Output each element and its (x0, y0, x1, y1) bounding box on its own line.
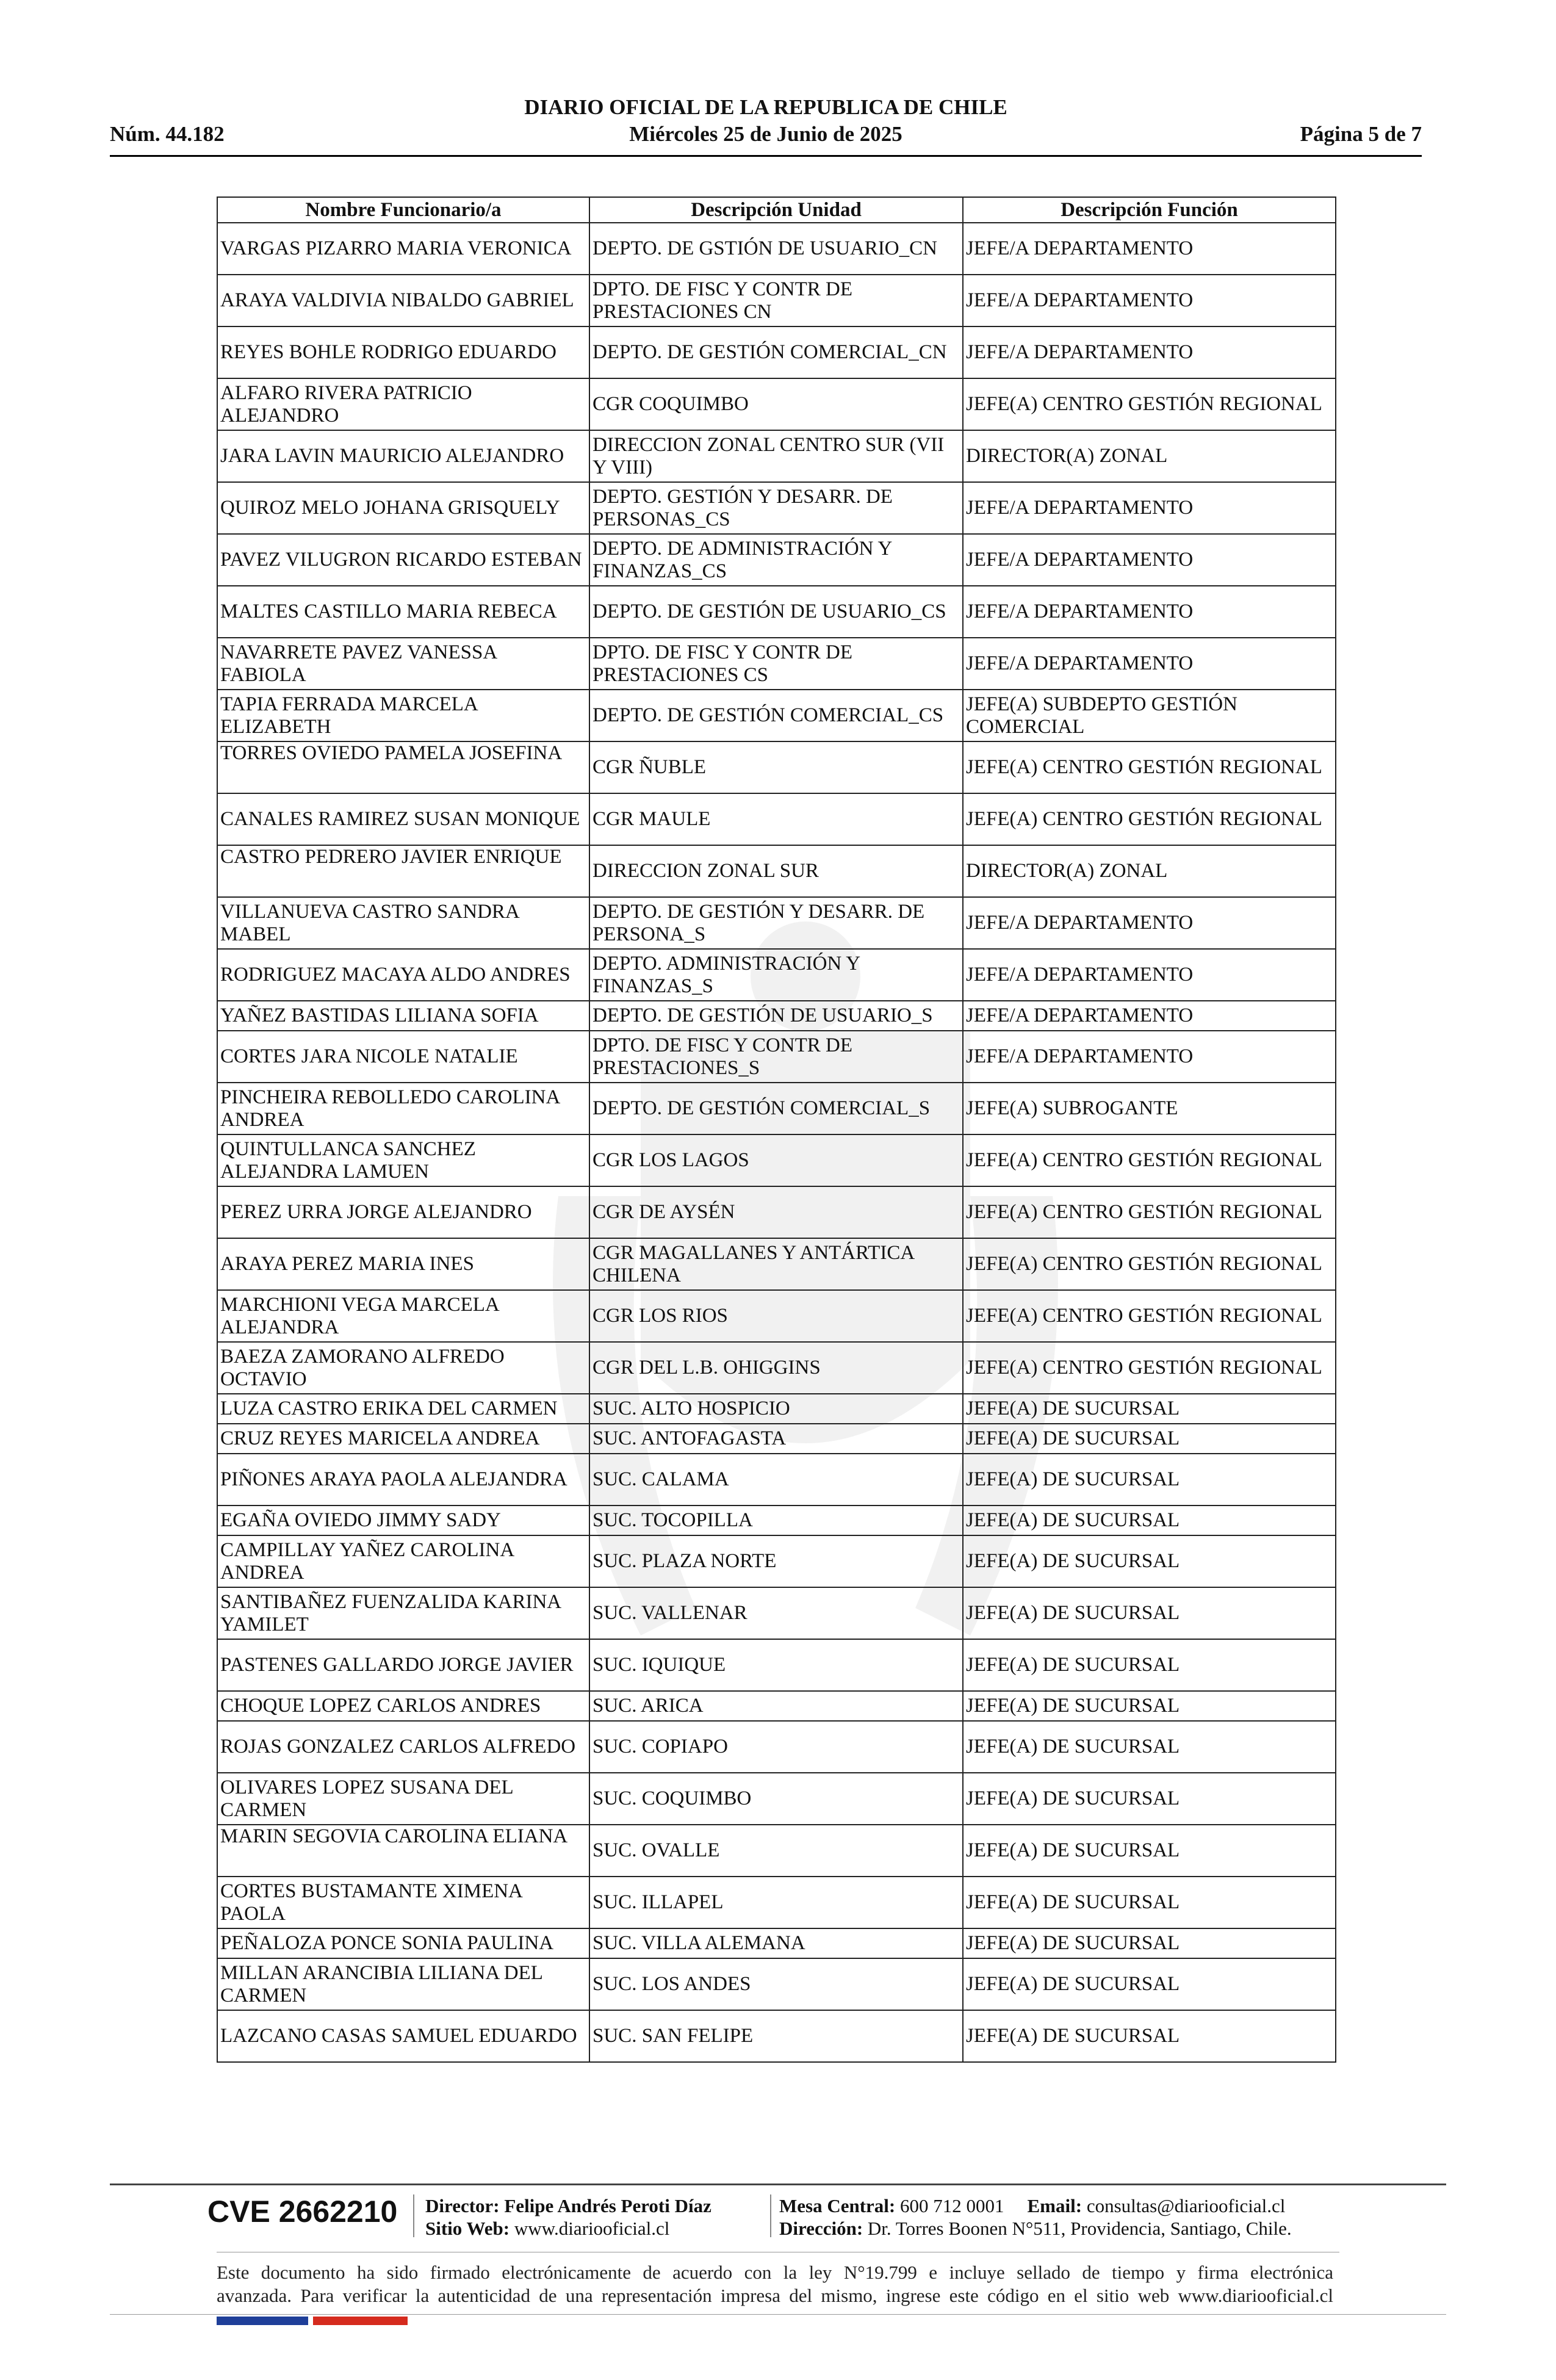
role-description: JEFE/A DEPARTAMENTO (963, 482, 1336, 534)
role-description: JEFE(A) DE SUCURSAL (963, 2010, 1336, 2062)
table-row (217, 1928, 1336, 1958)
official-name: LUZA CASTRO ERIKA DEL CARMEN (217, 1394, 589, 1424)
role-description: JEFE/A DEPARTAMENTO (963, 949, 1336, 1001)
role-description: JEFE/A DEPARTAMENTO (963, 638, 1336, 690)
unit-description: DPTO. DE FISC Y CONTR DE PRESTACIONES_S (589, 1031, 963, 1083)
address-label: Dirección: (779, 2218, 863, 2239)
footer-divider (110, 2183, 1446, 2185)
footer-publisher-info (425, 2194, 711, 2240)
publication-title: DIARIO OFICIAL DE LA REPUBLICA DE CHILE (524, 95, 1007, 119)
official-name: MALTES CASTILLO MARIA REBECA (217, 586, 589, 638)
role-description: JEFE/A DEPARTAMENTO (963, 586, 1336, 638)
unit-description: CGR MAULE (589, 793, 963, 845)
cve-code: CVE 2662210 (207, 2194, 398, 2229)
official-name: RODRIGUEZ MACAYA ALDO ANDRES (217, 949, 589, 1001)
official-name: OLIVARES LOPEZ SUSANA DEL CARMEN (217, 1773, 589, 1825)
unit-description: SUC. ILLAPEL (589, 1877, 963, 1928)
official-name: NAVARRETE PAVEZ VANESSA FABIOLA (217, 638, 589, 690)
table-row (217, 1877, 1336, 1928)
column-header-name: Nombre Funcionario/a (217, 197, 589, 223)
unit-description: SUC. ANTOFAGASTA (589, 1424, 963, 1454)
official-name: PAVEZ VILUGRON RICARDO ESTEBAN (217, 534, 589, 586)
official-name: CANALES RAMIREZ SUSAN MONIQUE (217, 793, 589, 845)
unit-description: DEPTO. DE ADMINISTRACIÓN Y FINANZAS_CS (589, 534, 963, 586)
legal-notice-line: avanzada. Para verificar la autenticidad de una representación impresa del mismo, ingrese este código en el sitio web www.diariooficial.cl (217, 2285, 1333, 2306)
column-header-unit: Descripción Unidad (589, 197, 963, 223)
unit-description: CGR MAGALLANES Y ANTÁRTICA CHILENA (589, 1238, 963, 1290)
table-row (217, 1031, 1336, 1083)
official-name: PEÑALOZA PONCE SONIA PAULINA (217, 1928, 589, 1958)
role-description: JEFE(A) DE SUCURSAL (963, 1535, 1336, 1587)
legal-notice (217, 2261, 1333, 2307)
unit-description: SUC. COQUIMBO (589, 1773, 963, 1825)
official-name: ROJAS GONZALEZ CARLOS ALFREDO (217, 1721, 589, 1773)
table-row (217, 1535, 1336, 1587)
official-name: QUINTULLANCA SANCHEZ ALEJANDRA LAMUEN (217, 1134, 589, 1186)
table-row (217, 741, 1336, 793)
unit-description: SUC. ARICA (589, 1691, 963, 1721)
role-description: JEFE(A) DE SUCURSAL (963, 1773, 1336, 1825)
unit-description: CGR DE AYSÉN (589, 1186, 963, 1238)
official-name: VARGAS PIZARRO MARIA VERONICA (217, 223, 589, 275)
flag-white-segment (308, 2317, 313, 2325)
role-description: JEFE(A) CENTRO GESTIÓN REGIONAL (963, 1134, 1336, 1186)
official-name: YAÑEZ BASTIDAS LILIANA SOFIA (217, 1001, 589, 1031)
unit-description: DEPTO. DE GESTIÓN COMERCIAL_CN (589, 326, 963, 378)
footer-separator (770, 2194, 771, 2237)
table-header-row (217, 197, 1336, 223)
role-description: JEFE(A) DE SUCURSAL (963, 1877, 1336, 1928)
table-row (217, 378, 1336, 430)
table-row (217, 326, 1336, 378)
footer-contact-info (779, 2194, 1292, 2240)
official-name: MILLAN ARANCIBIA LILIANA DEL CARMEN (217, 1958, 589, 2010)
unit-description: DEPTO. GESTIÓN Y DESARR. DE PERSONAS_CS (589, 482, 963, 534)
table-row (217, 1186, 1336, 1238)
unit-description: SUC. VILLA ALEMANA (589, 1928, 963, 1958)
role-description: JEFE(A) DE SUCURSAL (963, 1639, 1336, 1691)
unit-description: DPTO. DE FISC Y CONTR DE PRESTACIONES CS (589, 638, 963, 690)
footer-separator (413, 2194, 414, 2237)
email-link[interactable]: consultas@diariooficial.cl (1086, 2195, 1286, 2216)
unit-description: DEPTO. DE GESTIÓN COMERCIAL_CS (589, 690, 963, 741)
table-row (217, 1134, 1336, 1186)
official-name: ARAYA PEREZ MARIA INES (217, 1238, 589, 1290)
official-name: SANTIBAÑEZ FUENZALIDA KARINA YAMILET (217, 1587, 589, 1639)
role-description: JEFE/A DEPARTAMENTO (963, 534, 1336, 586)
role-description: JEFE(A) CENTRO GESTIÓN REGIONAL (963, 793, 1336, 845)
unit-description: SUC. VALLENAR (589, 1587, 963, 1639)
unit-description: CGR LOS LAGOS (589, 1134, 963, 1186)
table-row (217, 949, 1336, 1001)
unit-description: DEPTO. DE GESTIÓN DE USUARIO_CS (589, 586, 963, 638)
table-row (217, 586, 1336, 638)
unit-description: SUC. COPIAPO (589, 1721, 963, 1773)
phone-number: 600 712 0001 (900, 2195, 1004, 2216)
table-row (217, 1587, 1336, 1639)
table-row (217, 638, 1336, 690)
official-name: CRUZ REYES MARICELA ANDREA (217, 1424, 589, 1454)
role-description: JEFE/A DEPARTAMENTO (963, 223, 1336, 275)
official-name: REYES BOHLE RODRIGO EDUARDO (217, 326, 589, 378)
official-name: MARCHIONI VEGA MARCELA ALEJANDRA (217, 1290, 589, 1342)
unit-description: SUC. PLAZA NORTE (589, 1535, 963, 1587)
flag-red-segment (313, 2317, 408, 2325)
unit-description: DIRECCION ZONAL SUR (589, 845, 963, 897)
unit-description: SUC. TOCOPILLA (589, 1506, 963, 1535)
website-label: Sitio Web: (425, 2218, 510, 2239)
official-name: PINCHEIRA REBOLLEDO CAROLINA ANDREA (217, 1083, 589, 1134)
table-row (217, 1394, 1336, 1424)
unit-description: SUC. ALTO HOSPICIO (589, 1394, 963, 1424)
director-label: Director: (425, 2195, 500, 2216)
table-row (217, 2010, 1336, 2062)
role-description: JEFE(A) DE SUCURSAL (963, 1825, 1336, 1877)
unit-description: DEPTO. ADMINISTRACIÓN Y FINANZAS_S (589, 949, 963, 1001)
official-name: QUIROZ MELO JOHANA GRISQUELY (217, 482, 589, 534)
unit-description: DIRECCION ZONAL CENTRO SUR (VII Y VIII) (589, 430, 963, 482)
issue-date: Miércoles 25 de Junio de 2025 (629, 122, 902, 146)
official-name: TORRES OVIEDO PAMELA JOSEFINA (217, 741, 589, 793)
unit-description: CGR LOS RIOS (589, 1290, 963, 1342)
table-row (217, 793, 1336, 845)
official-name: MARIN SEGOVIA CAROLINA ELIANA (217, 1825, 589, 1877)
official-name: EGAÑA OVIEDO JIMMY SADY (217, 1506, 589, 1535)
table-row (217, 1825, 1336, 1877)
official-name: LAZCANO CASAS SAMUEL EDUARDO (217, 2010, 589, 2062)
role-description: JEFE(A) CENTRO GESTIÓN REGIONAL (963, 1186, 1336, 1238)
phone-label: Mesa Central: (779, 2195, 896, 2216)
chile-flag-stripe-icon (217, 2317, 408, 2325)
table-row (217, 223, 1336, 275)
role-description: DIRECTOR(A) ZONAL (963, 845, 1336, 897)
table-row (217, 1773, 1336, 1825)
header-divider (110, 155, 1422, 157)
unit-description: CGR COQUIMBO (589, 378, 963, 430)
unit-description: DEPTO. DE GESTIÓN DE USUARIO_S (589, 1001, 963, 1031)
role-description: JEFE(A) DE SUCURSAL (963, 1454, 1336, 1506)
table-row (217, 534, 1336, 586)
role-description: JEFE(A) CENTRO GESTIÓN REGIONAL (963, 378, 1336, 430)
official-name: ARAYA VALDIVIA NIBALDO GABRIEL (217, 275, 589, 326)
role-description: JEFE(A) DE SUCURSAL (963, 1587, 1336, 1639)
official-name: PASTENES GALLARDO JORGE JAVIER (217, 1639, 589, 1691)
official-name: ALFARO RIVERA PATRICIO ALEJANDRO (217, 378, 589, 430)
table-row (217, 897, 1336, 949)
unit-description: SUC. LOS ANDES (589, 1958, 963, 2010)
email-label: Email: (1027, 2195, 1082, 2216)
role-description: JEFE(A) CENTRO GESTIÓN REGIONAL (963, 1238, 1336, 1290)
officials-table (217, 197, 1336, 2063)
unit-description: SUC. IQUIQUE (589, 1639, 963, 1691)
table-row (217, 1083, 1336, 1134)
role-description: JEFE(A) SUBROGANTE (963, 1083, 1336, 1134)
role-description: JEFE(A) DE SUCURSAL (963, 1928, 1336, 1958)
flag-blue-segment (217, 2317, 308, 2325)
official-name: CHOQUE LOPEZ CARLOS ANDRES (217, 1691, 589, 1721)
table-row (217, 1721, 1336, 1773)
table-row (217, 1238, 1336, 1290)
role-description: JEFE(A) DE SUCURSAL (963, 1394, 1336, 1424)
table-row (217, 1342, 1336, 1394)
role-description: JEFE(A) CENTRO GESTIÓN REGIONAL (963, 741, 1336, 793)
unit-description: DPTO. DE FISC Y CONTR DE PRESTACIONES CN (589, 275, 963, 326)
address-value: Dr. Torres Boonen N°511, Providencia, Santiago, Chile. (867, 2218, 1292, 2239)
table-row (217, 1639, 1336, 1691)
unit-description: SUC. CALAMA (589, 1454, 963, 1506)
table-row (217, 1454, 1336, 1506)
issue-number: Núm. 44.182 (110, 122, 225, 146)
table-row (217, 845, 1336, 897)
official-name: PEREZ URRA JORGE ALEJANDRO (217, 1186, 589, 1238)
unit-description: DEPTO. DE GESTIÓN COMERCIAL_S (589, 1083, 963, 1134)
official-name: CORTES BUSTAMANTE XIMENA PAOLA (217, 1877, 589, 1928)
official-name: CAMPILLAY YAÑEZ CAROLINA ANDREA (217, 1535, 589, 1587)
table-row (217, 1691, 1336, 1721)
official-name: BAEZA ZAMORANO ALFREDO OCTAVIO (217, 1342, 589, 1394)
role-description: JEFE(A) DE SUCURSAL (963, 1506, 1336, 1535)
unit-description: DEPTO. DE GSTIÓN DE USUARIO_CN (589, 223, 963, 275)
role-description: JEFE/A DEPARTAMENTO (963, 326, 1336, 378)
table-row (217, 1290, 1336, 1342)
unit-description: CGR ÑUBLE (589, 741, 963, 793)
page-indicator: Página 5 de 7 (1300, 122, 1422, 146)
column-header-role: Descripción Función (963, 197, 1336, 223)
table-row (217, 1506, 1336, 1535)
unit-description: SUC. SAN FELIPE (589, 2010, 963, 2062)
website-link[interactable]: www.diariooficial.cl (514, 2218, 670, 2239)
table-row (217, 1958, 1336, 2010)
page-header (110, 92, 1422, 153)
table-row (217, 690, 1336, 741)
role-description: JEFE/A DEPARTAMENTO (963, 1001, 1336, 1031)
role-description: JEFE/A DEPARTAMENTO (963, 1031, 1336, 1083)
official-name: JARA LAVIN MAURICIO ALEJANDRO (217, 430, 589, 482)
official-name: CORTES JARA NICOLE NATALIE (217, 1031, 589, 1083)
role-description: JEFE(A) DE SUCURSAL (963, 1691, 1336, 1721)
table-row (217, 430, 1336, 482)
role-description: JEFE(A) DE SUCURSAL (963, 1424, 1336, 1454)
official-name: VILLANUEVA CASTRO SANDRA MABEL (217, 897, 589, 949)
role-description: JEFE(A) CENTRO GESTIÓN REGIONAL (963, 1342, 1336, 1394)
unit-description: DEPTO. DE GESTIÓN Y DESARR. DE PERSONA_S (589, 897, 963, 949)
table-row (217, 275, 1336, 326)
unit-description: CGR DEL L.B. OHIGGINS (589, 1342, 963, 1394)
unit-description: SUC. OVALLE (589, 1825, 963, 1877)
official-name: TAPIA FERRADA MARCELA ELIZABETH (217, 690, 589, 741)
footer-divider (110, 2314, 1446, 2315)
table-row (217, 482, 1336, 534)
official-name: PIÑONES ARAYA PAOLA ALEJANDRA (217, 1454, 589, 1506)
director-name: Felipe Andrés Peroti Díaz (504, 2195, 711, 2216)
role-description: JEFE(A) CENTRO GESTIÓN REGIONAL (963, 1290, 1336, 1342)
role-description: JEFE(A) DE SUCURSAL (963, 1958, 1336, 2010)
role-description: JEFE/A DEPARTAMENTO (963, 897, 1336, 949)
table-row (217, 1001, 1336, 1031)
role-description: DIRECTOR(A) ZONAL (963, 430, 1336, 482)
role-description: JEFE/A DEPARTAMENTO (963, 275, 1336, 326)
table-row (217, 1424, 1336, 1454)
official-name: CASTRO PEDRERO JAVIER ENRIQUE (217, 845, 589, 897)
role-description: JEFE(A) DE SUCURSAL (963, 1721, 1336, 1773)
role-description: JEFE(A) SUBDEPTO GESTIÓN COMERCIAL (963, 690, 1336, 741)
legal-notice-line: Este documento ha sido firmado electrónicamente de acuerdo con la ley N°19.799 e incluye sellado de tiempo y firma electrónica (217, 2262, 1333, 2283)
